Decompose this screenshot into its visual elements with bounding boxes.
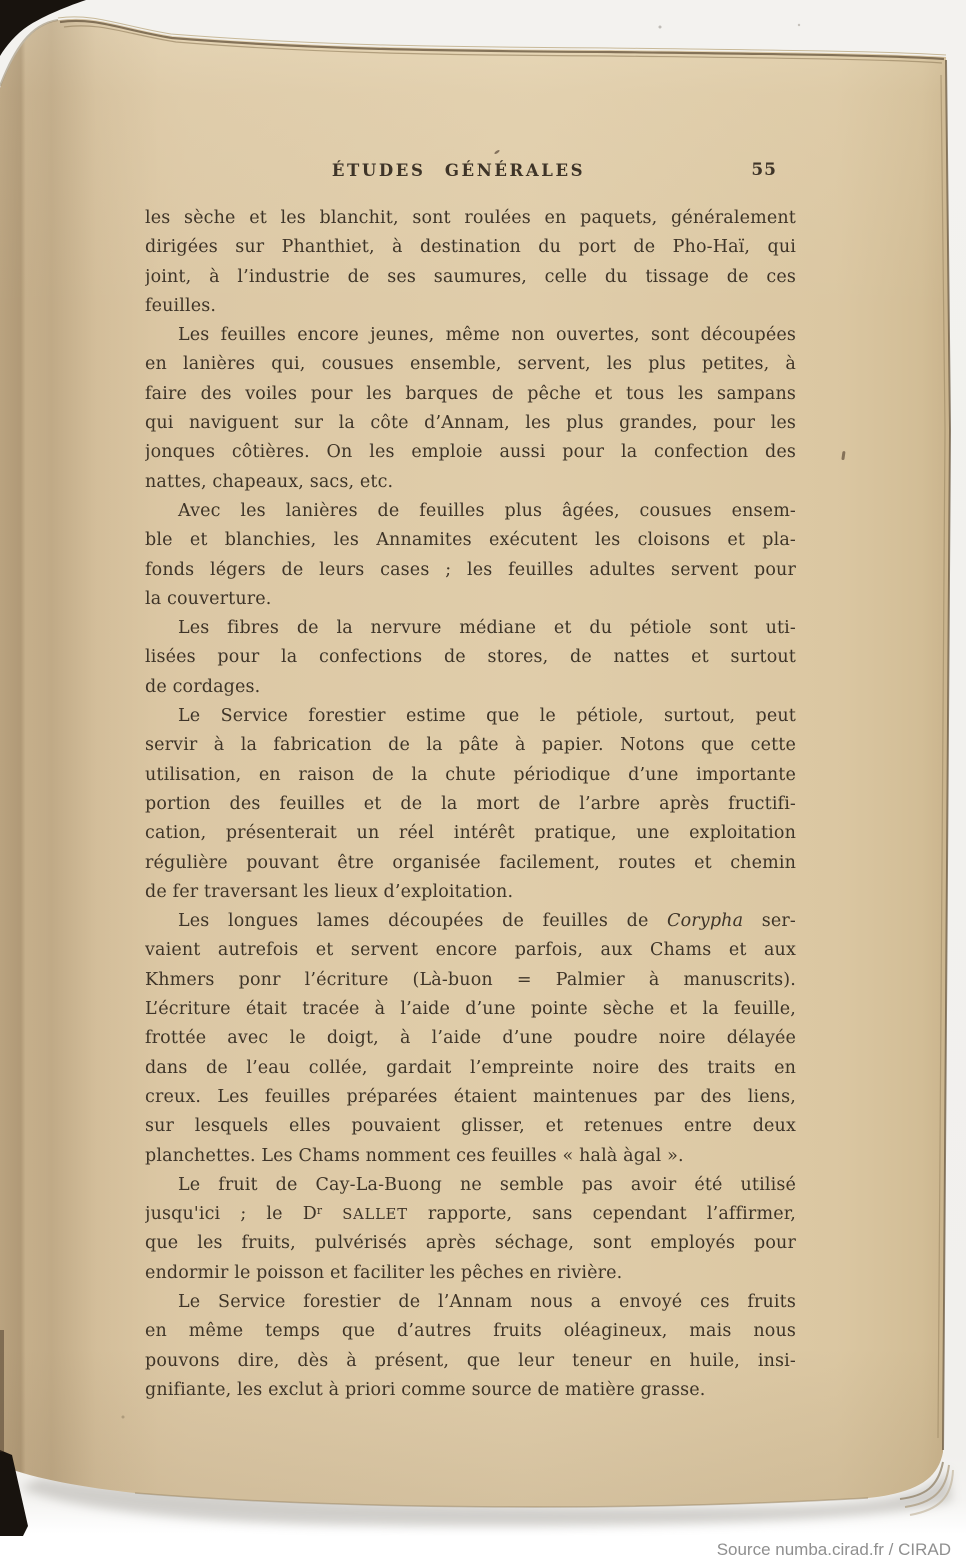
text-line: régulière pouvant être organisée facilement, routes et chemin [145, 852, 796, 873]
source-credit: Source numba.cirad.fr / CIRAD [716, 1540, 951, 1559]
paragraph [145, 497, 796, 614]
text-line: ble et blanchies, les Annamites exécutent les cloisons et pla- [145, 530, 796, 551]
text-line: sur lesquels elles pouvaient glisser, et retenues entre deux [145, 1116, 796, 1137]
paragraph [145, 614, 796, 702]
text-line: portion des feuilles et de la mort de l’arbre après fructifi- [145, 793, 796, 814]
text-line: en lanières qui, cousues ensemble, servent, les plus petites, à [145, 354, 796, 375]
text-line: jusqu'ici ; le $D^r$ SALLET rapporte, sans cependant l’affirmer, [145, 1204, 796, 1225]
page-header [145, 161, 796, 204]
text-line: planchettes. Les Chams nomment ces feuilles « halà àgal ». [145, 1145, 684, 1166]
text-line: la couverture. [145, 588, 272, 609]
text-line: faire des voiles pour les barques de pêche et tous les sampans [145, 383, 796, 404]
text-line: Les fibres de la nervure médiane et du pétiole sont uti- [178, 618, 796, 639]
text-line: les sèche et les blanchit, sont roulées en paquets, généralement [145, 208, 796, 228]
text-line: dans de l’eau collée, gardait l’empreinte noire des traits en [145, 1057, 796, 1078]
text-line: frottée avec le doigt, à l’aide d’une poudre noire délayée [145, 1028, 796, 1049]
text-line: pouvons dire, dès à présent, que leur teneur en huile, insi- [145, 1350, 796, 1371]
text-line: Les feuilles encore jeunes, même non ouvertes, sont découpées [178, 325, 796, 346]
text-line: en même temps que d’autres fruits oléagineux, mais nous [145, 1321, 796, 1342]
page-text-layer [145, 161, 796, 1405]
text-line: cation, présenterait un réel intérêt pratique, une exploitation [145, 823, 796, 844]
text-block-body [145, 204, 796, 1405]
paragraph [145, 1288, 796, 1405]
text-line: joint, à l’industrie de ses saumures, celle du tissage de ces [145, 266, 796, 287]
text-line: de fer traversant les lieux d’exploitation. [145, 881, 514, 902]
text-line: Le Service forestier de l’Annam nous a envoyé ces fruits [178, 1291, 796, 1312]
text-line: L’écriture était tracée à l’aide d’une pointe sèche et la feuille, [145, 999, 796, 1020]
text-line: Khmers ponr l’écriture (Là-buon = Palmier à manuscrits). [145, 969, 796, 990]
text-line: feuilles. [145, 295, 217, 316]
text-line: endormir le poisson et faciliter les pêches en rivière. [145, 1262, 623, 1283]
paragraph [145, 1171, 796, 1288]
text-line: creux. Les feuilles préparées étaient maintenues par des liens, [145, 1086, 796, 1107]
text-line: qui naviguent sur la côte d’Annam, les plus grandes, pour les [145, 413, 796, 434]
paragraph [145, 321, 796, 497]
text-line: Les longues lames découpées de feuilles de Corypha ser- [178, 911, 796, 932]
text-line: dirigées sur Phanthiet, à destination du port de Pho-Haï, qui [145, 237, 796, 258]
paragraph [145, 702, 796, 907]
text-line: vaient autrefois et servent encore parfois, aux Chams et aux [145, 940, 796, 961]
text-line: nattes, chapeaux, sacs, etc. [145, 471, 394, 492]
text-line: que les fruits, pulvérisés après séchage, sont employés pour [145, 1233, 796, 1254]
text-line: jonques côtières. On les emploie aussi pour la confection des [145, 442, 796, 463]
paragraph [145, 907, 796, 1171]
text-line: de cordages. [145, 676, 261, 697]
text-line: fonds légers de leurs cases ; les feuilles adultes servent pour [145, 559, 796, 580]
text-line: utilisation, en raison de la chute périodique d’une importante [145, 764, 796, 785]
footer-bar [0, 1536, 966, 1566]
page-number: 55 [751, 160, 777, 180]
text-line: servir à la fabrication de la pâte à papier. Notons que cette [145, 735, 796, 756]
text-line: Le fruit de Cay-La-Buong ne semble pas avoir été utilisé [178, 1174, 796, 1195]
text-line: Le Service forestier estime que le pétiole, surtout, peut [178, 706, 796, 727]
paragraph [145, 204, 796, 321]
text-line: lisées pour la confections de stores, de nattes et surtout [145, 647, 796, 668]
text-line: gnifiante, les exclut à priori comme source de matière grasse. [145, 1379, 706, 1400]
running-title: ÉTUDES GÉNÉRALES [331, 161, 586, 180]
text-line: Avec les lanières de feuilles plus âgées, cousues ensem- [178, 500, 796, 521]
